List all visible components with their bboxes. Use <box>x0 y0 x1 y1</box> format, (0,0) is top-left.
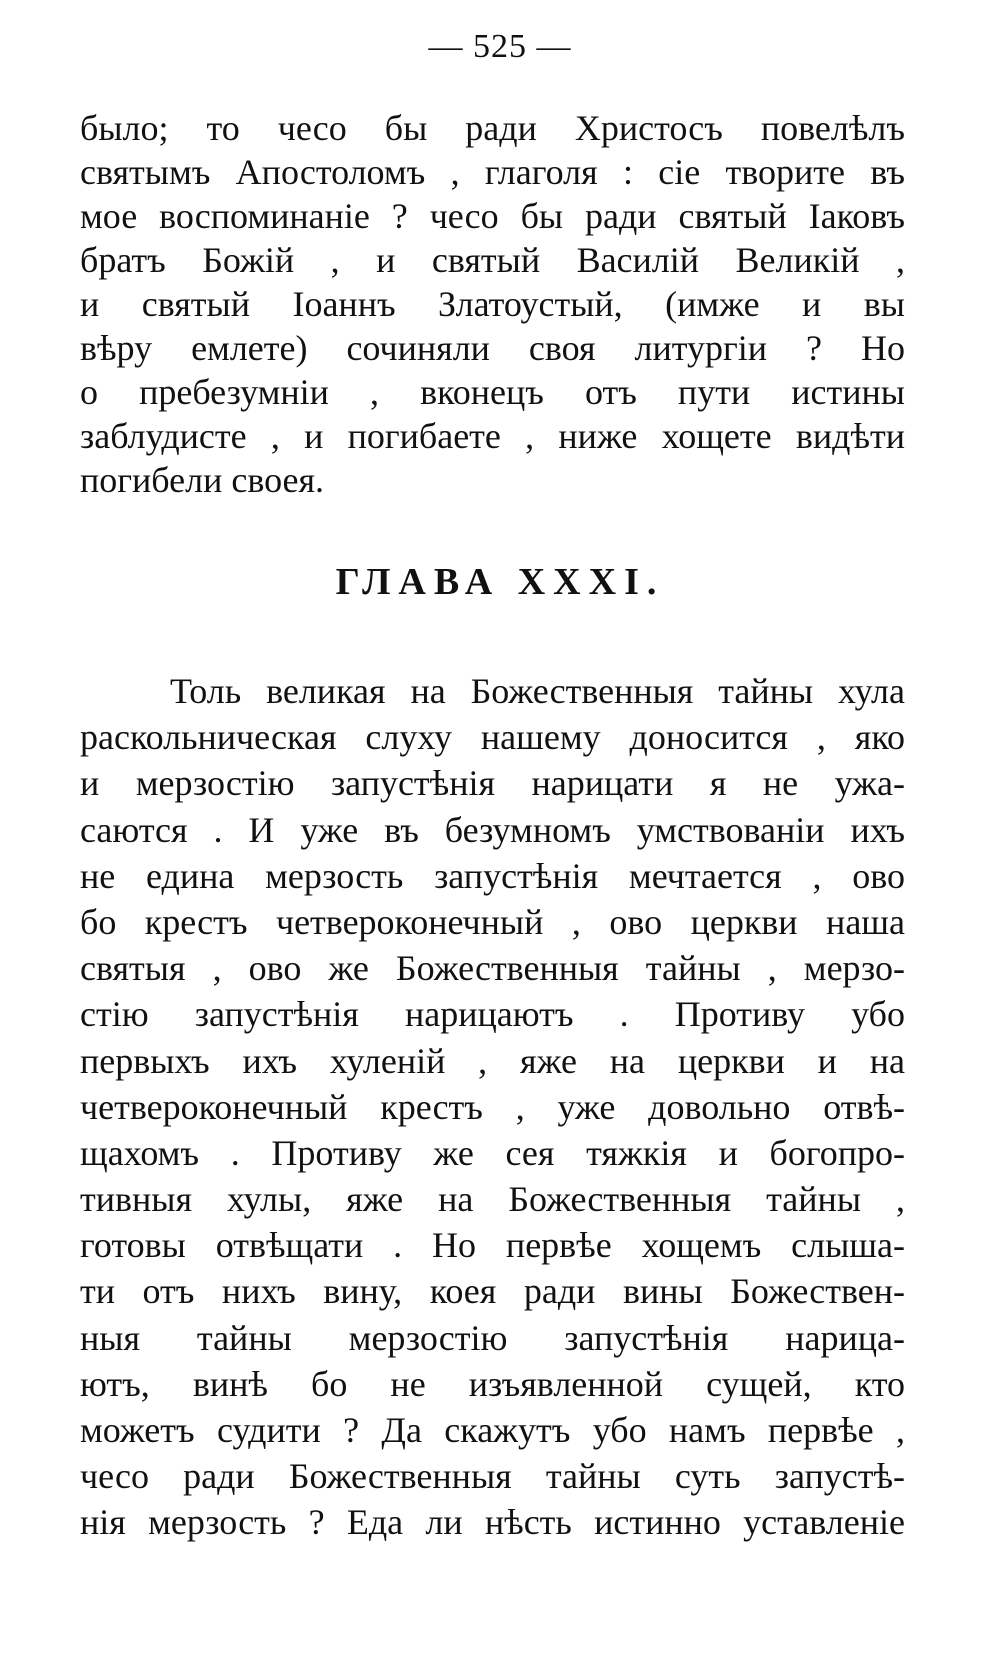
text-line: можетъ судити ? Да скажутъ убо намъ первѣе , <box>80 1410 905 1450</box>
text-line: саются . И уже въ безумномъ умствованіи ихъ <box>80 809 905 850</box>
text-line: и мерзостію запустѣнія нарицати я не ужа- <box>80 763 905 804</box>
text-line: первыхъ ихъ хуленій , яже на церкви и на <box>80 1040 905 1081</box>
chapter-paragraph <box>80 668 905 1546</box>
text-line: заблудисте , и погибаете , ниже хощете видѣти <box>80 416 905 456</box>
text-line: вѣру емлете) сочиняли своя литургіи ? Но <box>80 328 905 368</box>
preceding-paragraph <box>80 106 905 502</box>
text-line: мое воспоминаніе ? чесо бы ради святый Іаковъ <box>80 196 905 236</box>
text-line: щахомъ . Противу же сея тяжкія и богопро- <box>80 1132 905 1173</box>
text-line: святымъ Апостоломъ , глаголя : сіе творите въ <box>80 152 905 192</box>
text-line: Толь великая на Божественныя тайны хула <box>170 671 905 711</box>
text-line: раскольническая слуху нашему доносится , яко <box>80 717 905 758</box>
text-line: не едина мерзость запустѣнія мечтается , ово <box>80 855 905 896</box>
text-line: погибели своея. <box>80 460 325 500</box>
text-line: братъ Божій , и святый Василій Великій , <box>80 240 905 280</box>
text-line: готовы отвѣщати . Но первѣе хощемъ слыша- <box>80 1225 905 1266</box>
text-line: и святый Іоаннъ Златоустый, (имже и вы <box>80 284 905 324</box>
text-line: святыя , ово же Божественныя тайны , мерзо- <box>80 948 905 989</box>
text-line: ютъ, винѣ бо не изъявленной сущей, кто <box>80 1363 905 1404</box>
text-line: нія мерзость ? Еда ли нѣсть истинно уставленіе <box>80 1502 905 1543</box>
text-line: ти отъ нихъ вину, коея ради вины Божествен- <box>80 1271 905 1312</box>
page-number: — 525 — <box>428 28 572 65</box>
chapter-heading: ГЛАВА XXXI. <box>335 561 665 603</box>
text-line: было; то чесо бы ради Христосъ повелѣлъ <box>80 108 905 148</box>
text-line: тивныя хулы, яже на Божественныя тайны , <box>80 1179 905 1220</box>
text-line: бо крестъ четвероконечный , ово церкви наша <box>80 901 905 942</box>
text-line: стію запустѣнія нарицаютъ . Противу убо <box>80 994 905 1035</box>
text-line: четвероконечный крестъ , уже довольно отвѣ- <box>80 1086 905 1127</box>
text-line: чесо ради Божественныя тайны суть запустѣ- <box>80 1456 905 1497</box>
text-line: о пребезумніи , вконецъ отъ пути истины <box>80 372 905 412</box>
text-line: ныя тайны мерзостію запустѣнія нарица- <box>80 1317 905 1358</box>
